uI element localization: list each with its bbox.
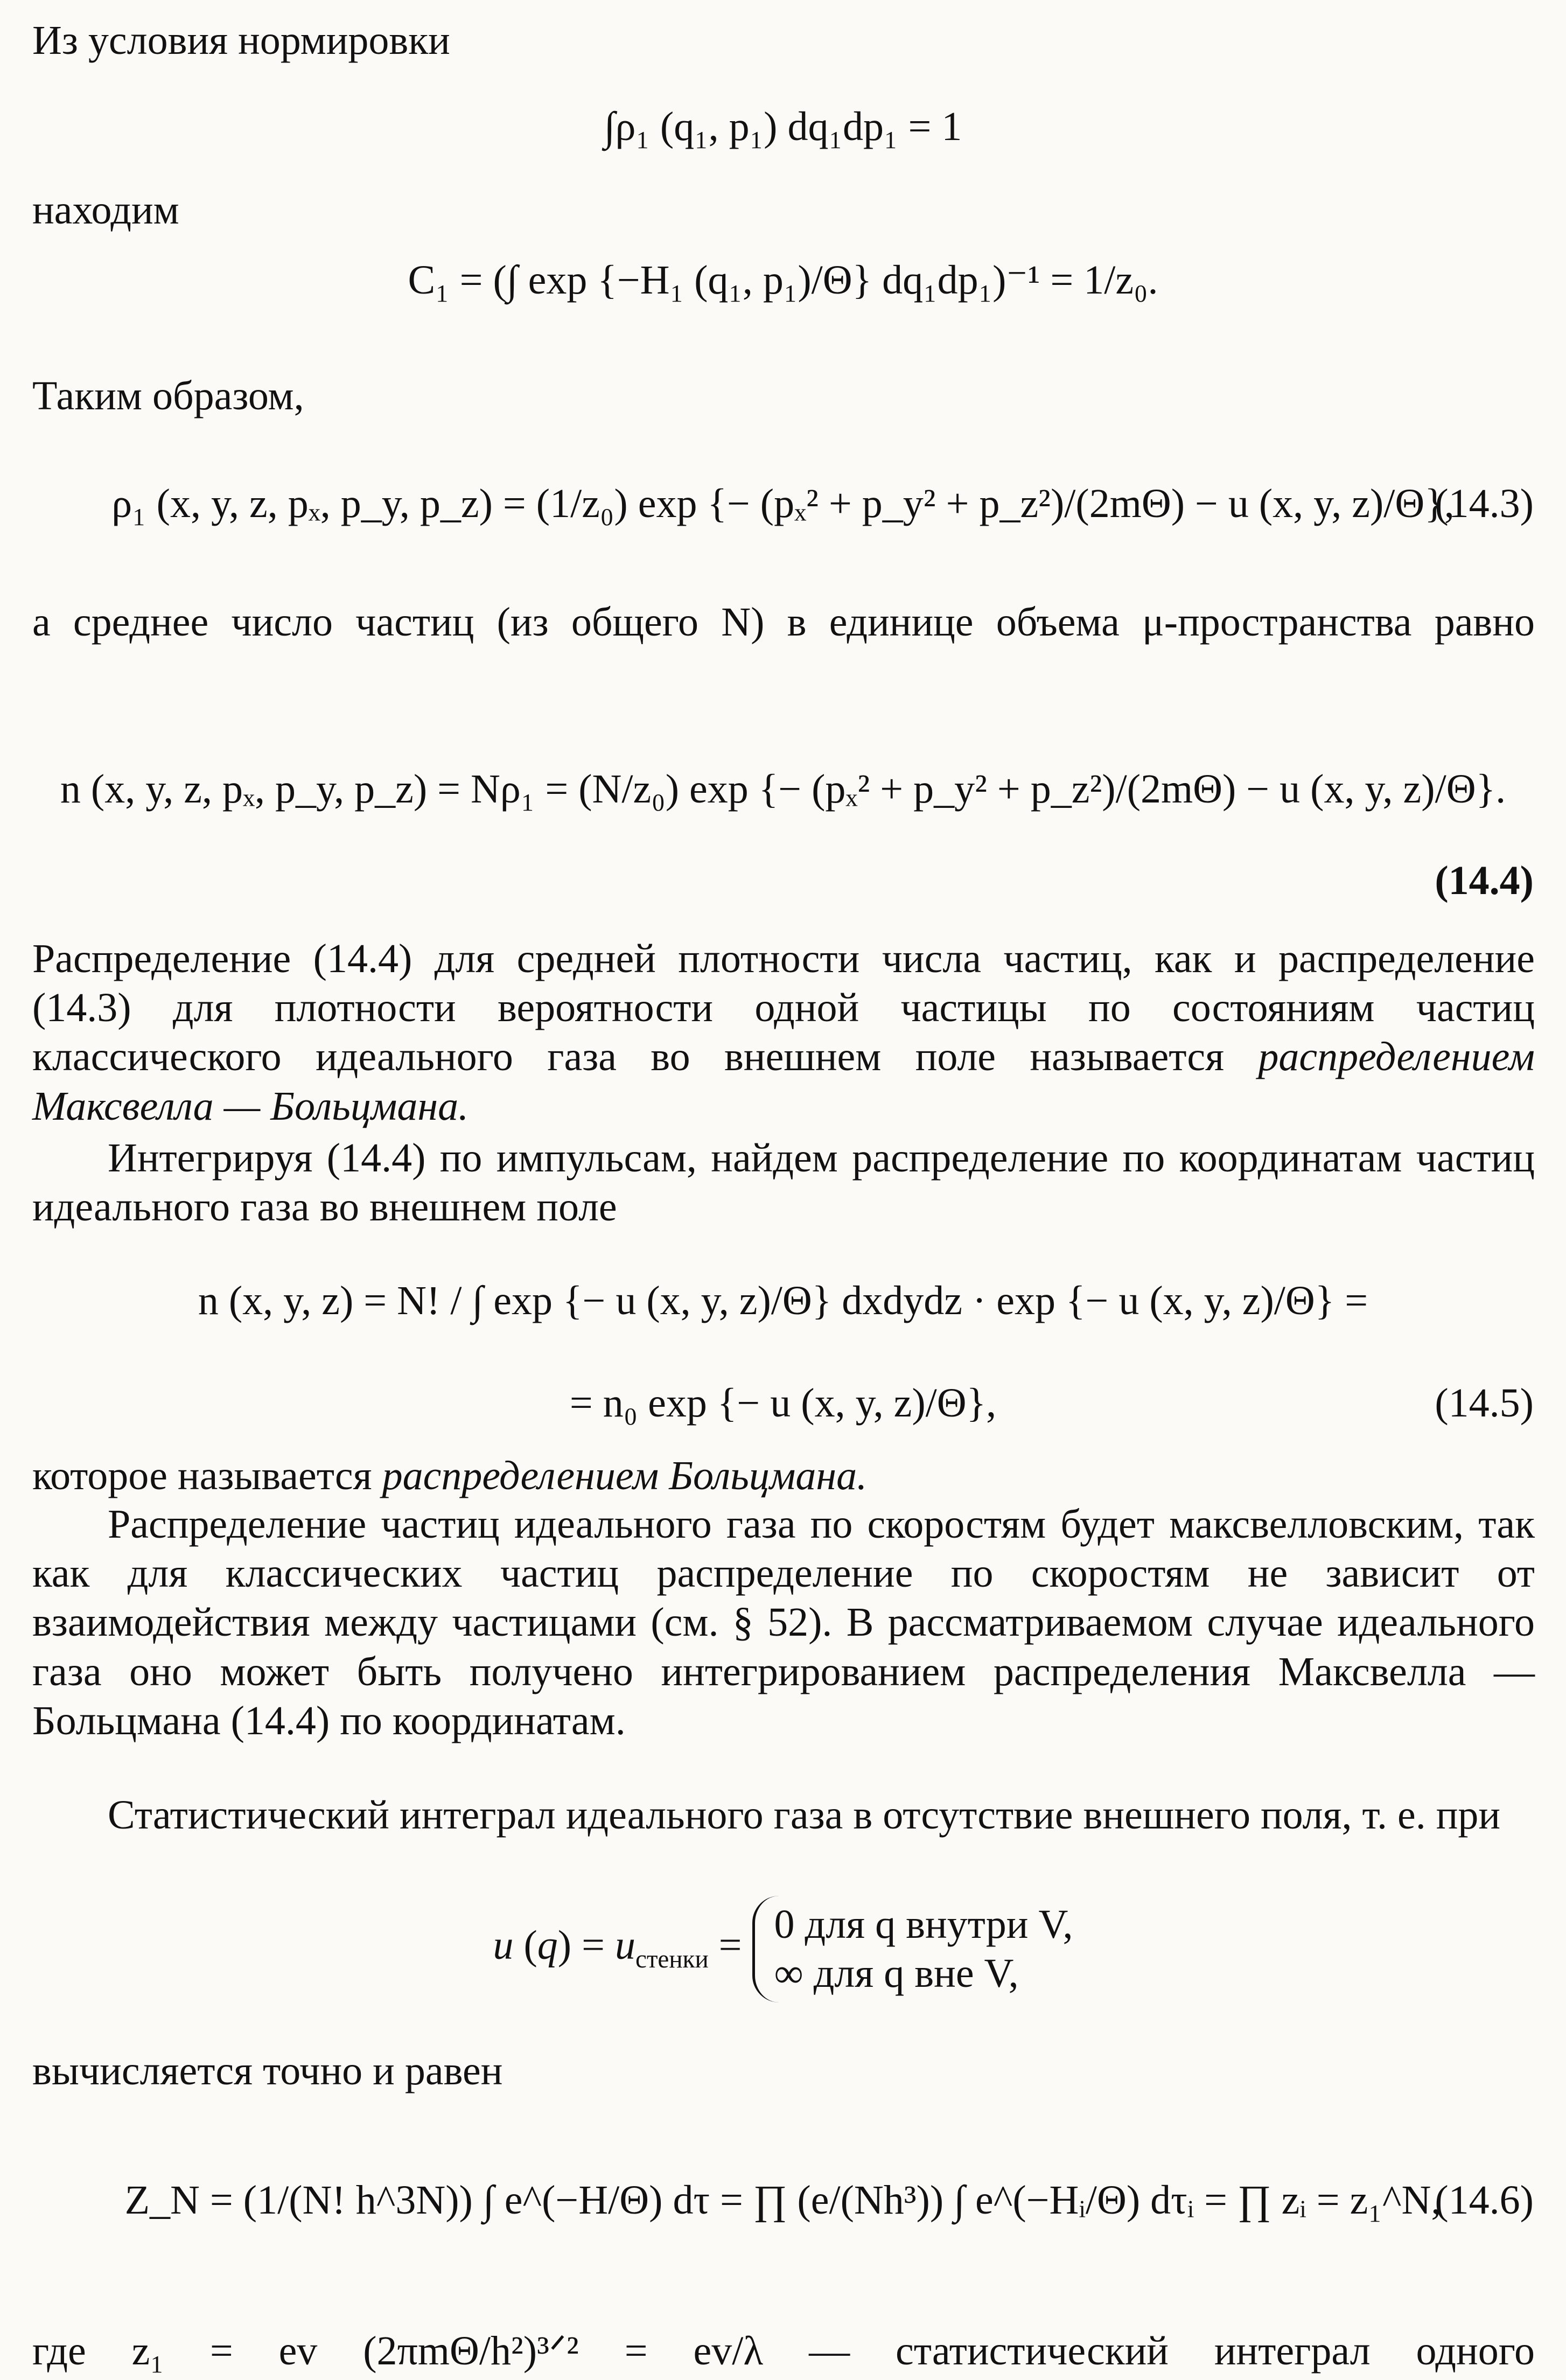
formula-text: ∫ρ₁ (q₁, p₁) dq₁dp₁ = 1 bbox=[604, 104, 962, 149]
constant-formula bbox=[0, 256, 1566, 305]
emphasis: распределением Больцмана. bbox=[382, 1453, 868, 1498]
equation-14-6 bbox=[0, 2176, 1566, 2225]
paragraph: Распределение частиц идеального газа по скоростям будет максвелловским, так как для классических частиц распределение по скоростям не зависит от взаимодействия между частицами (см. § 52). В рассматриваемом случае идеального газа оно может быть получено интегрированием распределения Максвелла — Больцмана (14.4) по координатам. bbox=[32, 1502, 1535, 1743]
normalization-formula bbox=[0, 102, 1566, 151]
equation-14-3 bbox=[0, 479, 1566, 528]
formula-text: ρ₁ (x, y, z, pₓ, p_y, p_z) = (1/z₀) exp {− (pₓ² + p_y² + p_z²)/(2mΘ) − u (x, y, z)/Θ}, bbox=[111, 481, 1455, 526]
paragraph: находим bbox=[32, 187, 179, 233]
paragraph bbox=[32, 1451, 1535, 1500]
wall-potential-formula: u $(q) = u_{стенки}$ = 0 для q внутри V, ∞ для q вне V, bbox=[0, 1896, 1566, 2002]
paragraph: Из условия нормировки bbox=[32, 18, 450, 63]
formula-text: n (x, y, z) = N! / ∫ exp {− u (x, y, z)/Θ} dxdydz · exp {− u (x, y, z)/Θ} = bbox=[198, 1278, 1368, 1323]
paragraph: вычисляется точно и равен bbox=[32, 2048, 503, 2093]
paragraph-text: которое называется bbox=[32, 1453, 372, 1498]
formula-text: Z_N = (1/(N! h^3N)) ∫ e^(−H/Θ) dτ = ∏ (e/(Nh³)) ∫ e^(−Hᵢ/Θ) dτᵢ = ∏ zᵢ = z₁^N, bbox=[124, 2177, 1442, 2223]
paragraph: Статистический интеграл идеального газа в отсутствие внешнего поля, т. е. при bbox=[108, 1792, 1501, 1838]
equation-14-5-line-2 bbox=[0, 1379, 1566, 1428]
case-outside: ∞ для q вне V, bbox=[774, 1951, 1019, 1997]
equation-number: (14.4) bbox=[1435, 858, 1534, 903]
equation-number: (14.6) bbox=[1435, 2177, 1534, 2223]
formula-text: = n₀ exp {− u (x, y, z)/Θ}, bbox=[569, 1380, 997, 1426]
equation-14-4 bbox=[0, 765, 1566, 814]
emphasis: распределением Максвелла — Больцмана. bbox=[32, 1034, 1535, 1129]
paragraph bbox=[32, 934, 1535, 1131]
paragraph-text: Распределение (14.4) для средней плотности числа частиц, как и распределение (14.3) для плотности вероятности одной частицы по состояниям частиц классического идеального газа во внешнем поле называется bbox=[32, 936, 1535, 1080]
paragraph: Интегрируя (14.4) по импульсам, найдем распределение по координатам частиц идеального газа во внешнем поле bbox=[32, 1135, 1535, 1230]
formula-text: n (x, y, z, pₓ, p_y, p_z) = Nρ₁ = (N/z₀) exp {− (pₓ² + p_y² + p_z²)/(2mΘ) − u (x, y, z)/Θ}. bbox=[60, 766, 1506, 812]
equation-number: (14.3) bbox=[1435, 481, 1534, 526]
paragraph: а среднее число частиц (из общего N) в единице объема μ-пространства равно bbox=[32, 599, 1535, 645]
cases-brace bbox=[752, 1896, 1073, 2002]
equation-number: (14.5) bbox=[1435, 1380, 1534, 1426]
formula-text: C₁ = (∫ exp {−H₁ (q₁, p₁)/Θ} dq₁dp₁)⁻¹ = 1/z₀. bbox=[408, 257, 1158, 303]
paragraph: где z₁ = ev (2πmΘ/h²)³ᐟ² = ev/λ — статистический интеграл одного bbox=[32, 2328, 1535, 2374]
case-inside: 0 для q внутри V, bbox=[774, 1902, 1073, 1947]
paragraph: Таким образом, bbox=[32, 373, 304, 418]
equation-14-5-line-1 bbox=[0, 1276, 1566, 1325]
